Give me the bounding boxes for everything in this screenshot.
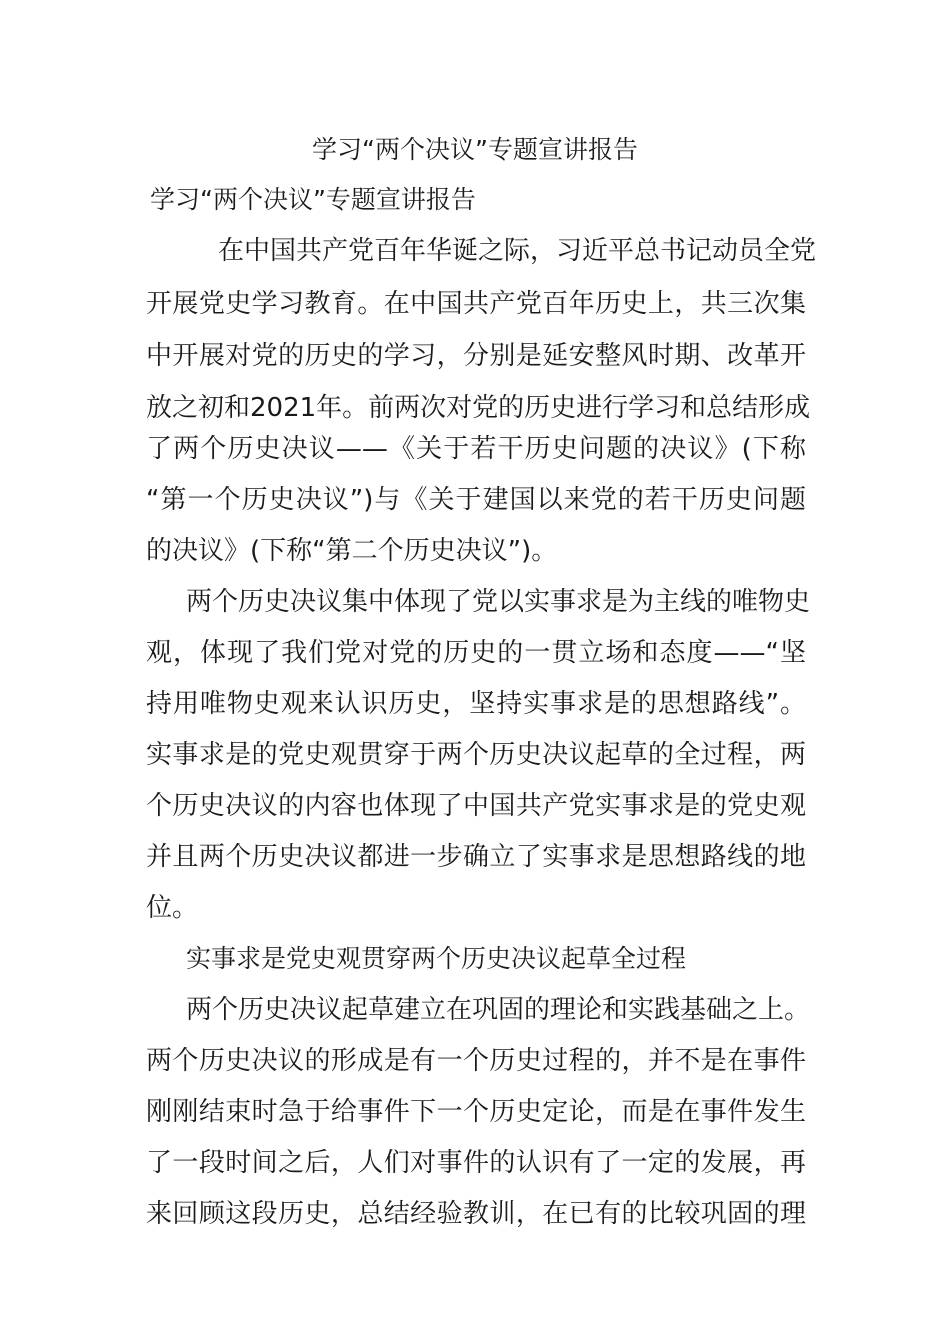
paragraph-3-line: 两个历史决议起草建立在巩固的理论和实践基础之上。 bbox=[186, 995, 811, 1025]
paragraph-1-line: “第一个历史决议”)与《关于建国以来党的若干历史问题 bbox=[146, 485, 806, 515]
paragraph-2-line: 两个历史决议集中体现了党以实事求是为主线的唯物史 bbox=[186, 587, 811, 617]
paragraph-2-line: 观，体现了我们党对党的历史的一贯立场和态度——“坚 bbox=[146, 638, 806, 668]
paragraph-3-line: 刚刚结束时急于给事件下一个历史定论，而是在事件发生 bbox=[146, 1097, 806, 1127]
paragraph-1-line: 中开展对党的历史的学习，分别是延安整风时期、改革开 bbox=[146, 341, 806, 371]
section-heading: 实事求是党史观贯穿两个历史决议起草全过程 bbox=[186, 944, 687, 973]
paragraph-1-line: 在中国共产党百年华诞之际，习近平总书记动员全党 bbox=[218, 236, 817, 266]
paragraph-1-line: 开展党史学习教育。在中国共产党百年历史上，共三次集 bbox=[146, 289, 806, 319]
paragraph-1-line: 放之初和2021年。前两次对党的历史进行学习和总结形成 bbox=[146, 393, 811, 423]
paragraph-3-line: 来回顾这段历史，总结经验教训，在已有的比较巩固的理 bbox=[146, 1199, 806, 1229]
paragraph-1-line: 的决议》(下称“第二个历史决议”)。 bbox=[146, 536, 558, 566]
document-subtitle: 学习“两个决议”专题宣讲报告 bbox=[150, 185, 476, 214]
paragraph-2-line: 位。 bbox=[146, 893, 199, 923]
paragraph-3-line: 了一段时间之后，人们对事件的认识有了一定的发展，再 bbox=[146, 1148, 806, 1178]
paragraph-1-line: 了两个历史决议——《关于若干历史问题的决议》(下称 bbox=[146, 434, 806, 464]
paragraph-2-line: 实事求是的党史观贯穿于两个历史决议起草的全过程，两 bbox=[146, 740, 806, 770]
document-title: 学习“两个决议”专题宣讲报告 bbox=[312, 135, 638, 164]
paragraph-2-line: 并且两个历史决议都进一步确立了实事求是思想路线的地 bbox=[146, 842, 806, 872]
paragraph-2-line: 个历史决议的内容也体现了中国共产党实事求是的党史观 bbox=[146, 791, 806, 821]
paragraph-3-line: 两个历史决议的形成是有一个历史过程的，并不是在事件 bbox=[146, 1046, 806, 1076]
paragraph-2-line: 持用唯物史观来认识历史，坚持实事求是的思想路线”。 bbox=[146, 689, 806, 719]
